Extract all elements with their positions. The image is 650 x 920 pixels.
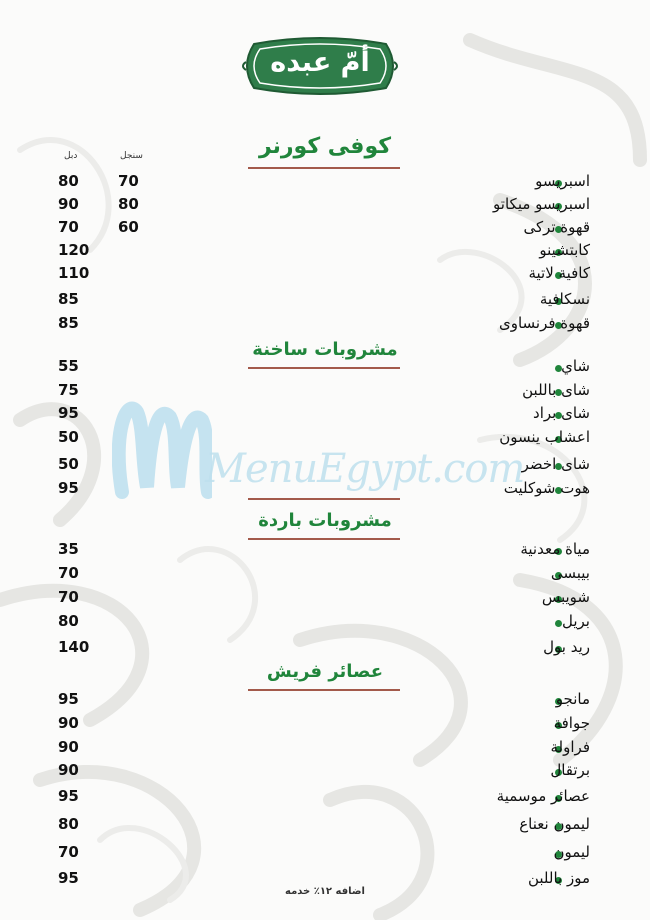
price-double: 50 (58, 428, 79, 446)
menu-item: مياة معدنية 35 (58, 540, 590, 558)
service-charge-note: اضافه ١٢٪ خدمه (285, 886, 365, 897)
menu-item: اسبريسو 70 80 (58, 172, 590, 190)
price-single: 70 (118, 172, 139, 190)
bullet-icon (555, 620, 562, 627)
price-double: 70 (58, 218, 79, 236)
menu-item: بريل 80 (58, 612, 590, 630)
menu-item: شاى اخضر 50 (58, 455, 590, 473)
price-double: 95 (58, 690, 79, 708)
menu-item: ليمون نعناع 80 (58, 815, 590, 833)
price-double: 110 (58, 264, 90, 282)
section-title-coffee-corner: كوفى كورنر (258, 134, 392, 159)
price-double: 90 (58, 714, 79, 732)
menu-item: برتقال 90 (58, 761, 590, 779)
brand-name: أمّ عبده (270, 47, 370, 78)
watermark-text: MenuEgypt.com (205, 446, 525, 492)
menu-item: موز باللبن 95 (58, 869, 590, 887)
menu-item: عصائر موسمية 95 (58, 787, 590, 805)
price-double: 70 (58, 588, 79, 606)
price-double: 80 (58, 612, 79, 630)
price-double: 120 (58, 241, 90, 259)
price-double: 85 (58, 290, 79, 308)
price-double: 50 (58, 455, 79, 473)
column-header-single: سنجل (120, 151, 143, 161)
price-single: 80 (118, 195, 139, 213)
price-double: 70 (58, 564, 79, 582)
price-double: 35 (58, 540, 79, 558)
section-title-hot-drinks: مشروبات ساخنة (252, 339, 398, 360)
price-double: 85 (58, 314, 79, 332)
section-title-cold-drinks: مشروبات باردة (258, 510, 392, 531)
price-double: 95 (58, 479, 79, 497)
price-double: 55 (58, 357, 79, 375)
price-double: 70 (58, 843, 79, 861)
price-double: 95 (58, 787, 79, 805)
price-double: 80 (58, 172, 79, 190)
menu-item: قهوة فرنساوى 85 (58, 314, 590, 332)
menu-item: ريد بول 140 (58, 638, 590, 656)
menu-item: قهوة تركى 60 70 (58, 218, 590, 236)
column-header-double: دبل (64, 151, 78, 161)
price-double: 75 (58, 381, 79, 399)
price-double: 95 (58, 869, 79, 887)
price-double: 90 (58, 761, 79, 779)
price-double: 140 (58, 638, 90, 656)
section-divider (248, 167, 400, 169)
price-double: 90 (58, 738, 79, 756)
price-single: 60 (118, 218, 139, 236)
menu-item: شاى براد 95 (58, 404, 590, 422)
price-double: 80 (58, 815, 79, 833)
price-double: 90 (58, 195, 79, 213)
menu-item: اسبريسو ميكاتو 80 90 (58, 195, 590, 213)
menu-item: هوت شوكليت 95 (58, 479, 590, 497)
section-title-fresh-juices: عصائر فريش (266, 661, 384, 682)
menu-item: شاي 55 (58, 357, 590, 375)
menu-item: بيبسى 70 (58, 564, 590, 582)
menu-item: نسكافية 85 (58, 290, 590, 308)
menu-item: مانجو 95 (58, 690, 590, 708)
menu-item: شويبس 70 (58, 588, 590, 606)
menu-item: شاى باللبن 75 (58, 381, 590, 399)
menu-item: فراولة 90 (58, 738, 590, 756)
menu-item: كافية لاتية 110 (58, 264, 590, 282)
price-double: 95 (58, 404, 79, 422)
menu-item: كابتشينو 120 (58, 241, 590, 259)
section-divider (248, 498, 400, 500)
menu-item: اعشاب ينسون 50 (58, 428, 590, 446)
menu-item: جوافة 90 (58, 714, 590, 732)
menu-item: ليمون 70 (58, 843, 590, 861)
brand-logo (240, 34, 400, 98)
